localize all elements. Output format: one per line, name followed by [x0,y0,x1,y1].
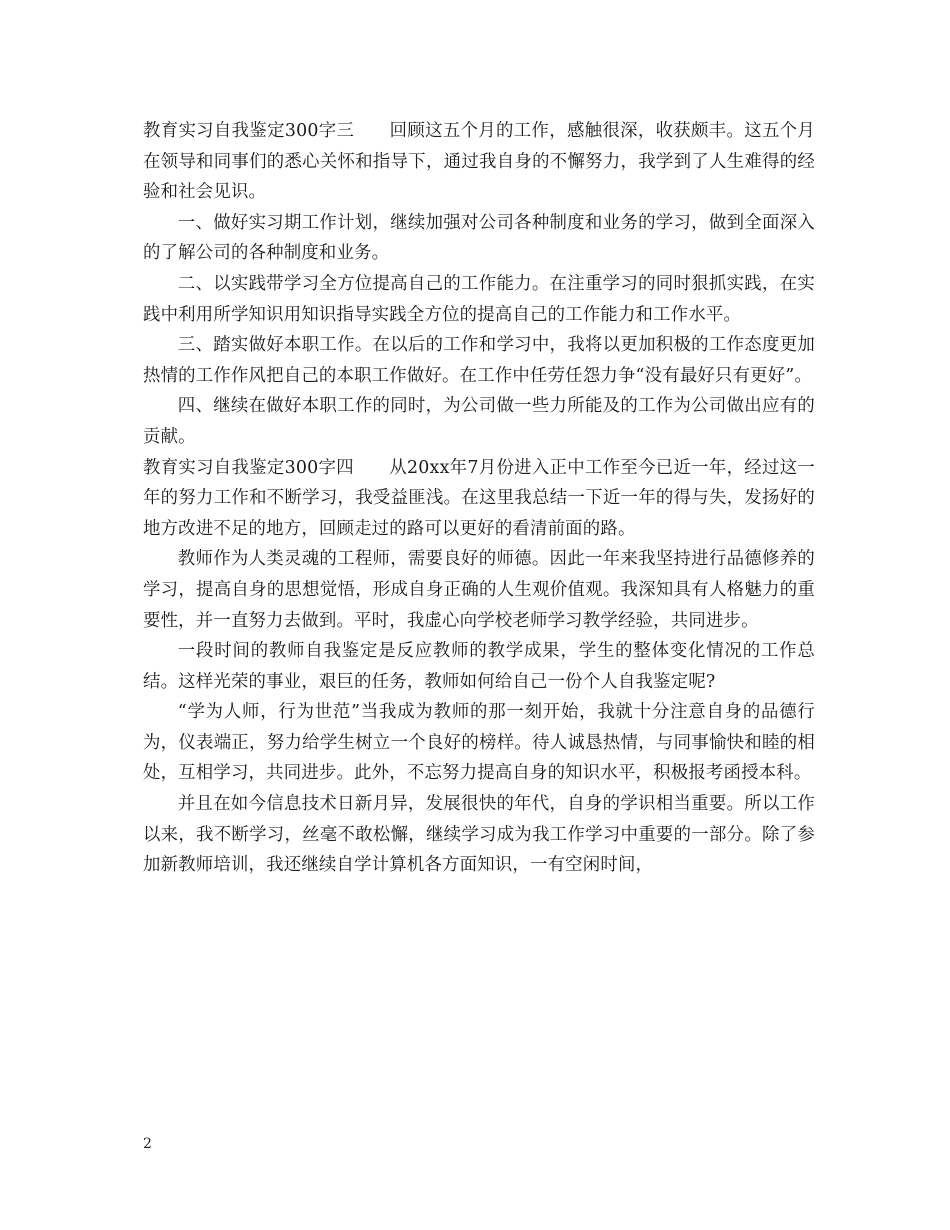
document-body [143,116,815,881]
paragraph-5: 四、继续在做好本职工作的同时，为公司做一些力所能及的工作为公司做出应有的贡献。 [143,396,815,447]
paragraph-9: “学为人师，行为世范”当我成为教师的那一刻开始，我就十分注意自身的品德行为，仪表端正，努力给学生树立一个良好的榜样。待人诚恳热情，与同事愉快和睦的相处，互相学习，共同进步。此外，不忘努力提高自身的知识水平，积极报考函授本科。 [143,702,815,784]
paragraph-6: 教育实习自我鉴定300字四 从20xx年7月份进入正中工作至今已近一年，经过这一年的努力工作和不断学习，我受益匪浅。在这里我总结一下近一年的得与失，发扬好的地方改进不足的地方，回顾走过的路可以更好的看清前面的路。 [143,457,815,539]
page-number: 2 [143,1136,152,1152]
paragraph-10: 并且在如今信息技术日新月异，发展很快的年代，自身的学识相当重要。所以工作以来，我不断学习，丝毫不敢松懈，继续学习成为我工作学习中重要的一部分。除了参加新教师培训，我还继续自学计算机各方面知识，一有空闲时间， [143,794,815,876]
paragraph-1: 教育实习自我鉴定300字三 回顾这五个月的工作，感触很深，收获颇丰。这五个月在领导和同事们的悉心关怀和指导下，通过我自身的不懈努力，我学到了人生难得的经验和社会见识。 [143,121,815,203]
paragraph-2: 一、做好实习期工作计划，继续加强对公司各种制度和业务的学习，做到全面深入的了解公司的各种制度和业务。 [143,212,815,264]
paragraph-3: 二、以实践带学习全方位提高自己的工作能力。在注重学习的同时狠抓实践，在实践中利用所学知识用知识指导实践全方位的提高自己的工作能力和工作水平。 [143,273,815,325]
paragraph-4: 三、踏实做好本职工作。在以后的工作和学习中，我将以更加积极的工作态度更加热情的工作作风把自己的本职工作做好。在工作中任劳任怨力争“没有最好只有更好”。 [143,335,815,386]
paragraph-8: 一段时间的教师自我鉴定是反应教师的教学成果，学生的整体变化情况的工作总结。这样光荣的事业，艰巨的任务，教师如何给自己一份个人自我鉴定呢? [143,641,815,692]
paragraph-7: 教师作为人类灵魂的工程师，需要良好的师德。因此一年来我坚持进行品德修养的学习，提高自身的思想觉悟，形成自身正确的人生观价值观。我深知具有人格魅力的重要性，并一直努力去做到。平时，我虚心向学校老师学习教学经验，共同进步。 [143,549,815,631]
